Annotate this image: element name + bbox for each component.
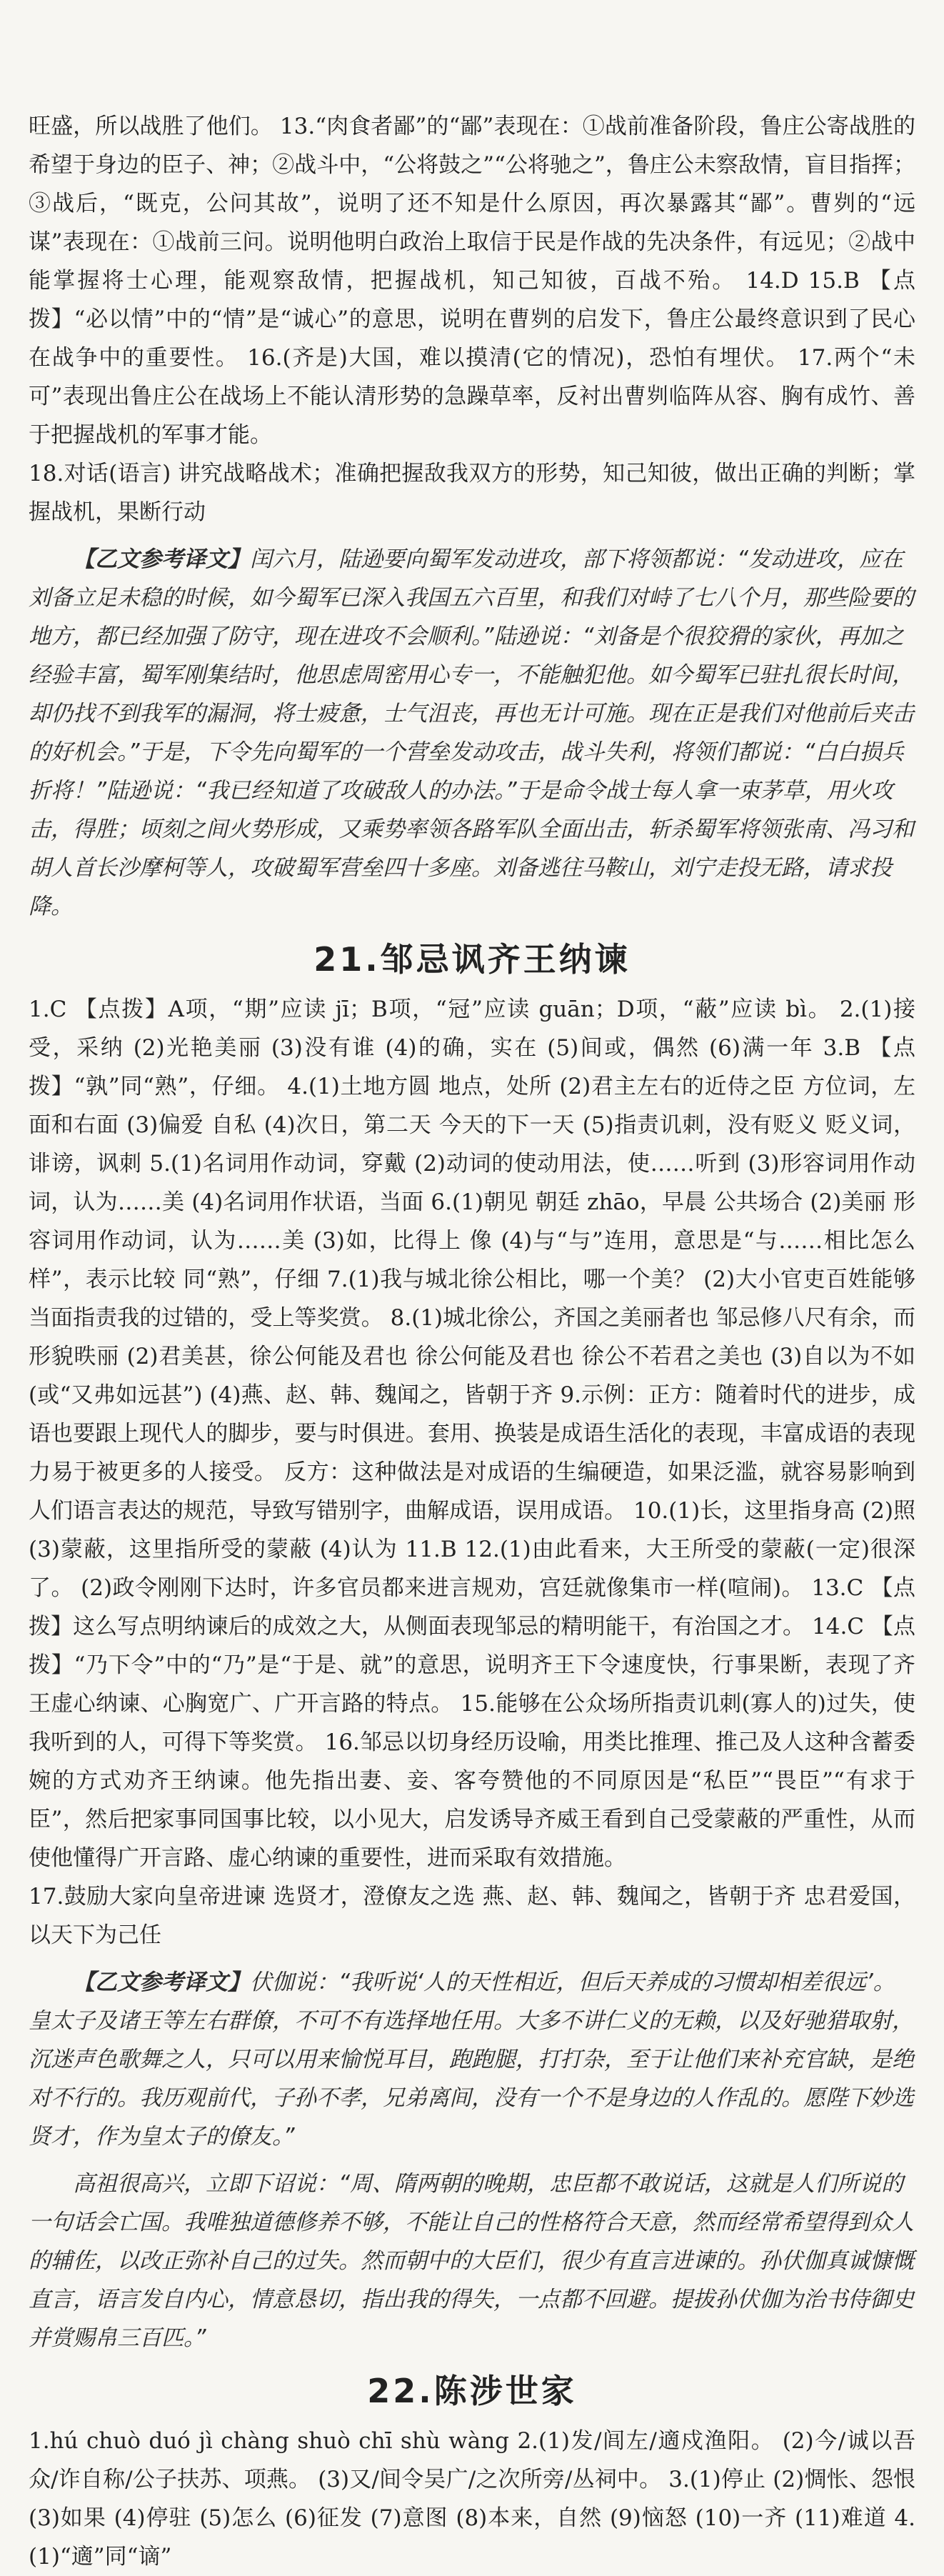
section21-answers: 1.C 【点拨】A项，“期”应读 jī；B项，“冠”应读 guān；D项，“蔽”应读 bì。 2.(1)接受，采纳 (2)光艳美丽 (3)没有谁 (4)的确，实在 (5)间或，偶然 (6)满一年 3.B 【点拨】“孰”同“熟”，仔细。 4.(1)土地方圆 地点，处所 (2)君主左右的近侍之臣 方位词，左面和右面 (3)偏爱 自私 (4)次日，第二天 今天的下一天 (5)指责讥刺，没有贬义 贬义词，诽谤，讽刺 5.(1)名词用作动词，穿戴 (2)动词的使动用法，使……听到 (3)形容词用作动词，认为……美 (4)名词用作状语，当面 6.(1)朝见 朝廷 zhāo，早晨 公共场合 (2)美丽 形容词用作动词，认为……美 (3)如，比得上 像 (4)与“与”连用，意思是“与……相比怎么样”，表示比较 同“熟”，仔细 7.(1)我与城北徐公相比，哪一个美？ (2)大小官吏百姓能够当面指责我的过错的，受上等奖赏。 8.(1)城北徐公，齐国之美丽者也 邹忌修八尺有余，而形貌昳丽 (2)君美甚，徐公何能及君也 徐公何能及君也 徐公不若君之美也 (3)自以为不如(或“又弗如远甚”) (4)燕、赵、韩、魏闻之，皆朝于齐 9.示例：正方：随着时代的进步，成语也要跟上现代人的脚步，要与时俱进。套用、换装是成语生活化的表现，丰富成语的表现力易于被更多的人接受。 反方：这种做法是对成语的生编硬造，如果泛滥，就容易影响到人们语言表达的规范，导致写错别字，曲解成语，误用成语。 10.(1)长，这里指身高 (2)照 (3)蒙蔽，这里指所受的蒙蔽 (4)认为 11.B 12.(1)由此看来，大王所受的蒙蔽(一定)很深了。 (2)政令刚刚下达时，许多官员都来进言规劝，宫廷就像集市一样(喧闹)。 13.C 【点拨】这么写点明纳谏后的成效之大，从侧面表现邹忌的精明能干，有治国之才。 14.C 【点拨】“乃下令”中的“乃”是“于是、就”的意思，说明齐王下令速度快，行事果断，表现了齐王虚心纳谏、心胸宽广、广开言路的特点。 15.能够在公众场所指责讥刺(寡人的)过失，使我听到的人，可得下等奖赏。 16.邹忌以切身经历设喻，用类比推理、推己及人这种含蓄委婉的方式劝齐王纳谏。他先指出妻、妾、客夸赞他的不同原因是“私臣”“畏臣”“有求于臣”，然后把家事同国事比较，以小见大，启发诱导齐威王看到自己受蒙蔽的严重性，从而使他懂得广开言路、虚心纳谏的重要性，进而采取有效措施。 — [29, 997, 915, 1871]
translation-text: 伏伽说：“我听说‘人的天性相近，但后天养成的习惯却相差很远’。皇太子及诸王等左右群僚，不可不有选择地任用。大多不讲仁义的无赖，以及好驰猎取射，沉迷声色歌舞之人，只可以用来愉悦耳目，跑跑腿，打打杂，至于让他们来补充官缺，是绝对不行的。我历观前代，子孙不孝，兄弟离间，没有一个不是身边的人作乱的。愿陛下妙选贤才，作为皇太子的僚友。” — [29, 1970, 914, 2150]
section22-answers: 1.hú chuò duó jì chàng shuò chī shù wàng 2.(1)发/闾左/適戍渔阳。 (2)今/诚以吾众/诈自称/公子扶苏、项燕。 (3)又/间令吴广/之次所旁/丛祠中。 3.(1)停止 (2)惆怅、怨恨 (3)如果 (4)停驻 (5)怎么 (6)征发 (7)意图 (8)本来，自然 (9)恼怒 (10)一齐 (11)难道 4.(1)“適”同“谪” — [29, 2428, 915, 2570]
translation-block-2 — [29, 1963, 915, 2156]
translation-text: 闰六月，陆逊要向蜀军发动进攻，部下将领都说：“发动进攻，应在刘备立足未稳的时候，如今蜀军已深入我国五六百里，和我们对峙了七八个月，那些险要的地方，都已经加强了防守，现在进攻不会顺利。”陆逊说：“刘备是个很狡猾的家伙，再加之经验丰富，蜀军刚集结时，他思虑周密用心专一，不能触犯他。如今蜀军已驻扎很长时间，却仍找不到我军的漏洞，将士疲惫，士气沮丧，再也无计可施。现在正是我们对他前后夹击的好机会。”于是，下令先向蜀军的一个营垒发动攻击，战斗失利，将领们都说：“白白损兵折将！”陆逊说：“我已经知道了攻破敌人的办法。”于是命令战士每人拿一束茅草，用火攻击，得胜；顷刻之间火势形成，又乘势率领各路军队全面出击，斩杀蜀军将领张南、冯习和胡人首长沙摩柯等人，攻破蜀军营垒四十多座。刘备逃往马鞍山，刘宁走投无路，请求投降。 — [29, 546, 914, 919]
section-title-21: 21.邹忌讽齐王纳谏 — [313, 940, 631, 979]
translation-label: 【乙文参考译文】 — [73, 1970, 250, 1995]
answer-paragraph-18: 18.对话(语言) 讲究战略战术；准确把握敌我双方的形势，知己知彼，做出正确的判断；掌握战机，果断行动 — [29, 461, 915, 525]
translation-label: 【乙文参考译文】 — [73, 546, 250, 572]
section21-answer-17: 17.鼓励大家向皇帝进谏 选贤才，澄僚友之选 燕、赵、韩、魏闻之，皆朝于齐 忠君爱国，以天下为己任 — [29, 1884, 915, 1948]
section-title-22: 22.陈涉世家 — [367, 2372, 577, 2410]
translation-block-3: 高祖很高兴，立即下诏说：“周、隋两朝的晚期，忠臣都不敢说话，这就是人们所说的一句话会亡国。我唯独道德修养不够，不能让自己的性格符合天意，然而经常希望得到众人的辅佐，以改正弥补自己的过失。然而朝中的大臣们，很少有直言进谏的。孙伏伽真诚慷慨直言，语言发自内心，情意恳切，指出我的得失，一点都不回避。提拔孙伏伽为治书侍御史并赏赐帛三百匹。” — [29, 2171, 914, 2351]
translation-block-1 — [29, 540, 915, 926]
answer-paragraph-1: 旺盛，所以战胜了他们。 13.“肉食者鄙”的“鄙”表现在：①战前准备阶段，鲁庄公寄战胜的希望于身边的臣子、神；②战斗中，“公将鼓之”“公将驰之”，鲁庄公未察敌情，盲目指挥；③战后，“既克，公问其故”，说明了还不知是什么原因，再次暴露其“鄙”。曹刿的“远谋”表现在：①战前三问。说明他明白政治上取信于民是作战的先决条件，有远见；②战中能掌握将士心理，能观察敌情，把握战机，知己知彼，百战不殆。 14.D 15.B 【点拨】“必以情”中的“情”是“诚心”的意思，说明在曹刿的启发下，鲁庄公最终意识到了民心在战争中的重要性。 16.(齐是)大国，难以摸清(它的情况)，恐怕有埋伏。 17.两个“未可”表现出鲁庄公在战场上不能认清形势的急躁草率，反衬出曹刿临阵从容、胸有成竹、善于把握战机的军事才能。 — [29, 114, 915, 448]
